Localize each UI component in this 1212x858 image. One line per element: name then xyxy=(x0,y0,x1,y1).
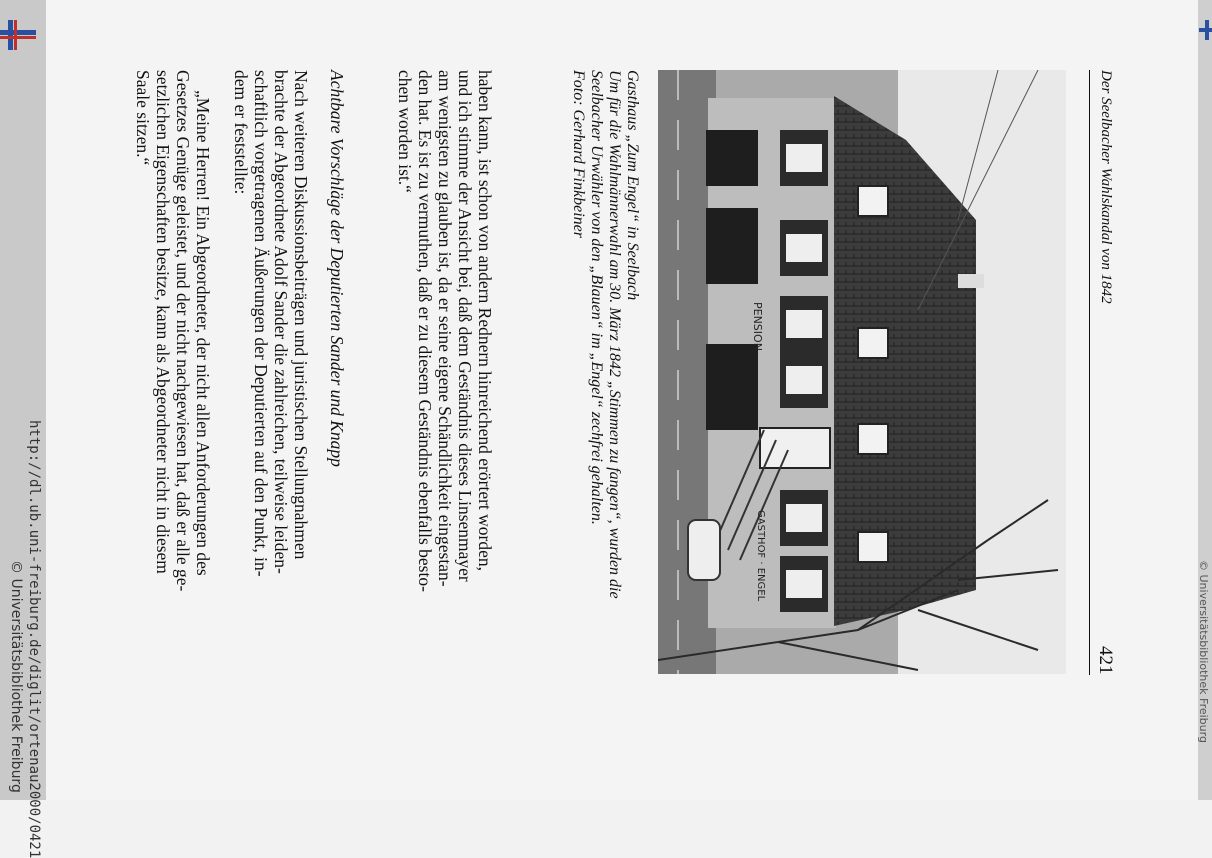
photo-sign-gasthof: GASTHOF · ENGEL xyxy=(755,510,766,602)
photo-caption-line-4: Foto: Gerhard Finkbeiner xyxy=(570,70,587,238)
photo-sign-pension: PENSION xyxy=(751,302,764,351)
paragraph-1-line-4: den hat. Es ist zu vermuthen, daß er zu diesem Geständnis ebenfalls besto- xyxy=(415,70,435,592)
paragraph-2-line-3: schaftlich vorgetragenen Äußerungen der Deputierten auf den Punkt, in- xyxy=(251,70,271,577)
running-head: Der Seelbacher Wahlskandal von 1842 xyxy=(1098,70,1114,304)
photo-gasthaus-zum-engel xyxy=(658,70,1066,674)
header-rule xyxy=(1089,70,1090,675)
paragraph-1-line-2: und ich stimme der Ansicht bei, daß dem Geständnis dieses Linsenmayer xyxy=(455,70,475,582)
paragraph-1-line-1: haben kann, ist schon von andern Rednern hinreichend erörtert worden, xyxy=(475,70,495,572)
paragraph-2-line-4: dem er feststellte: xyxy=(231,70,251,195)
paragraph-3-line-4: Saale sitzen.“ xyxy=(133,70,153,166)
page-number: 421 xyxy=(1095,646,1116,675)
paragraph-2-line-1: Nach weiteren Diskussionsbeiträgen und juristischen Stellungnahmen xyxy=(291,70,311,560)
library-logo-icon-right xyxy=(1199,20,1212,40)
photo-caption-line-3: Seelbacher Urwähler von den „Blauen“ im „Engel“ zechfrei gehalten. xyxy=(588,70,605,525)
paragraph-2-line-2: brachte der Abgeordnete Adolf Sander die zahlreichen, teilweise leiden- xyxy=(271,70,291,574)
right-edge-watermark: © Universitätsbibliothek Freiburg xyxy=(1197,560,1210,743)
paragraph-1-line-5: chen worden ist.“ xyxy=(395,70,415,193)
photo-caption-line-2: Um für die Wahlmännerwahl am 30. März 1842 „Stimmen zu fangen“, wurden die xyxy=(606,70,623,599)
section-heading: Achtbare Vorschläge der Deputierten Sander und Knapp xyxy=(327,70,347,467)
paragraph-3-line-2: Gesetzes Genüge geleistet, und der nicht nachgewiesen hat, daß er alle ge- xyxy=(173,70,193,592)
source-url-watermark: http://dl.ub.uni-freiburg.de/diglit/ortenau2000/0421 xyxy=(26,420,42,858)
copyright-watermark: © Universitätsbibliothek Freiburg xyxy=(8,560,24,793)
library-logo-icon xyxy=(0,18,38,52)
paragraph-1-line-3: am wenigsten zu glauben ist, da er seine eigene Schändlichkeit eingestan- xyxy=(435,70,455,587)
paragraph-3-line-3: setzlichen Eigenschaften besitze, kann als Abgeordneter nicht in diesem xyxy=(153,70,173,574)
paragraph-3-line-1: „Meine Herren! Ein Abgeordneter, der nicht allen Anforderungen des xyxy=(193,90,213,576)
photo-caption-line-1: Gasthaus „Zum Engel“ in Seelbach xyxy=(624,70,641,301)
